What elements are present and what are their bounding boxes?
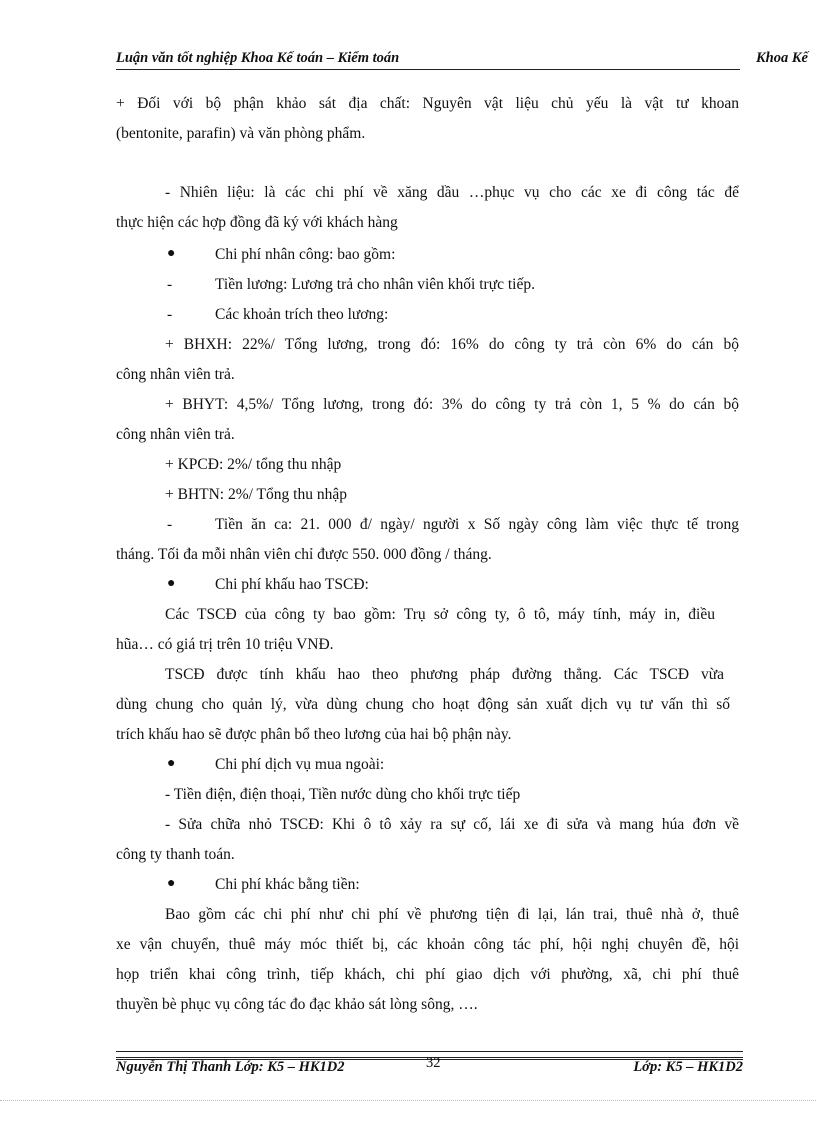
page-header bbox=[116, 48, 816, 72]
paragraph-line: (bentonite, parafin) và văn phòng phẩm. bbox=[116, 125, 366, 142]
dash-marker: - bbox=[167, 276, 173, 293]
paragraph-line: + Đối với bộ phận khảo sát địa chất: Nguyên vật liệu chủ yếu là vật tư khoan bbox=[116, 95, 739, 112]
paragraph-line: - Nhiên liệu: là các chi phí về xăng dầu …phục vụ cho các xe đi công tác để bbox=[165, 184, 739, 201]
list-item: Tiền lương: Lương trả cho nhân viên khối trực tiếp. bbox=[215, 276, 535, 293]
bullet-icon: ● bbox=[167, 756, 176, 771]
paragraph-line: + BHXH: 22%/ Tổng lương, trong đó: 16% do công ty trả còn 6% do cán bộ bbox=[165, 336, 739, 353]
page-number: 32 bbox=[426, 1055, 441, 1071]
bullet-icon: ● bbox=[167, 876, 176, 891]
page-bottom-border bbox=[0, 1100, 816, 1101]
list-item: Tiền ăn ca: 21. 000 đ/ ngày/ người x Số ngày công làm việc thực tế trong bbox=[215, 516, 739, 533]
bullet-heading: Chi phí dịch vụ mua ngoài: bbox=[215, 756, 385, 773]
paragraph-line: - Sửa chữa nhỏ TSCĐ: Khi ô tô xảy ra sự cố, lái xe đi sửa và mang húa đơn về bbox=[165, 816, 739, 833]
paragraph-line: xe vận chuyển, thuê máy móc thiết bị, các khoản công tác phí, hội nghị chuyên đề, hội bbox=[116, 936, 739, 953]
paragraph-line: Các TSCĐ của công ty bao gồm: Trụ sở công ty, ô tô, máy tính, máy in, điều bbox=[165, 606, 715, 623]
paragraph-line: dùng chung cho quản lý, vừa dùng chung cho hoạt động sản xuất dịch vụ tư vấn thì số bbox=[116, 696, 730, 713]
paragraph-line: TSCĐ được tính khấu hao theo phương pháp đường thẳng. Các TSCĐ vừa bbox=[165, 666, 724, 683]
header-title: Luận văn tốt nghiệp Khoa Kế toán – Kiểm toán bbox=[116, 50, 400, 66]
paragraph-line: - Tiền điện, điện thoại, Tiền nước dùng cho khối trực tiếp bbox=[165, 786, 521, 803]
footer-class: Lớp: K5 – HK1D2 bbox=[633, 1059, 743, 1075]
dash-marker: - bbox=[167, 516, 173, 533]
paragraph-line: tháng. Tối đa mỗi nhân viên chỉ được 550. 000 đồng / tháng. bbox=[116, 546, 492, 563]
paragraph-line: hũa… có giá trị trên 10 triệu VNĐ. bbox=[116, 636, 334, 653]
bullet-icon: ● bbox=[167, 246, 176, 261]
bullet-heading: Chi phí nhân công: bao gồm: bbox=[215, 246, 396, 263]
bullet-heading: Chi phí khác bằng tiền: bbox=[215, 876, 360, 893]
page-footer bbox=[116, 1055, 743, 1083]
header-rule bbox=[116, 69, 740, 70]
dash-marker: - bbox=[167, 306, 173, 323]
paragraph-line: trích khấu hao sẽ được phân bổ theo lương của hai bộ phận này. bbox=[116, 726, 512, 743]
paragraph-line: họp triển khai công trình, tiếp khách, chi phí giao dịch với phường, xã, chi phí thuê bbox=[116, 966, 739, 983]
paragraph-line: công nhân viên trả. bbox=[116, 366, 235, 383]
paragraph-line: thuyền bè phục vụ công tác đo đạc khảo sát lòng sông, …. bbox=[116, 996, 478, 1013]
bullet-heading: Chi phí khấu hao TSCĐ: bbox=[215, 576, 369, 593]
paragraph-line: công ty thanh toán. bbox=[116, 846, 235, 863]
header-right-title: Khoa Kế bbox=[756, 50, 808, 66]
footer-author: Nguyễn Thị Thanh Lớp: K5 – HK1D2 bbox=[116, 1059, 345, 1075]
bullet-icon: ● bbox=[167, 576, 176, 591]
paragraph-line: + KPCĐ: 2%/ tổng thu nhập bbox=[165, 456, 342, 473]
paragraph-line: + BHTN: 2%/ Tổng thu nhập bbox=[165, 486, 347, 503]
paragraph-line: thực hiện các hợp đồng đã ký với khách hàng bbox=[116, 214, 398, 231]
paragraph-line: Bao gồm các chi phí như chi phí về phương tiện đi lại, lán trai, thuê nhà ở, thuê bbox=[165, 906, 739, 923]
paragraph-line: + BHYT: 4,5%/ Tổng lương, trong đó: 3% do công ty trả còn 1, 5 % do cán bộ bbox=[165, 396, 739, 413]
paragraph-line: công nhân viên trả. bbox=[116, 426, 235, 443]
list-item: Các khoản trích theo lương: bbox=[215, 306, 389, 323]
